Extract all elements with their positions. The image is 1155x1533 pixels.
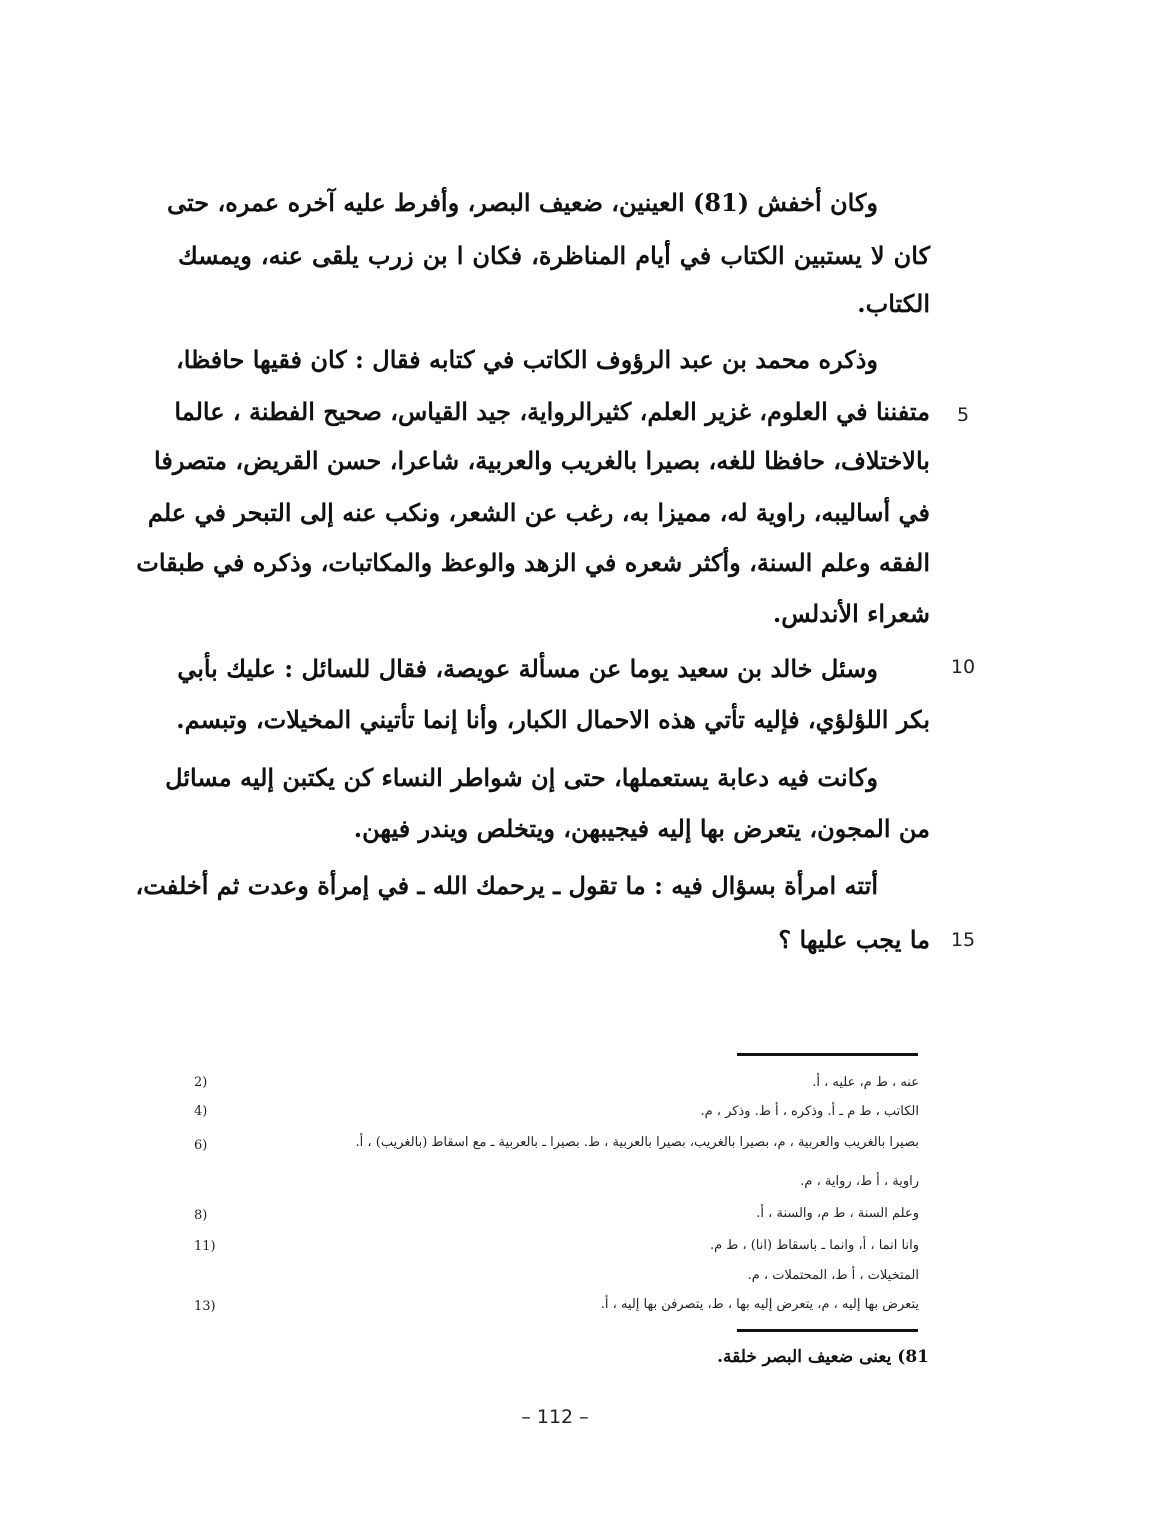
text-line-11: بكر اللؤلؤي، فإليه تأتي هذه الاحمال الكبار، وأنا إنما تأتيني المخيلات، وتبسم.	[176, 705, 930, 734]
apparatus-note-number: 8)	[194, 1208, 208, 1223]
text-line-7: في أساليبه، راوية له، مميزا به، رغب عن الشعر، ونكب عنه إلى التبحر في علم	[147, 498, 930, 527]
apparatus-note-number: 13)	[194, 1299, 216, 1314]
apparatus-note-number: 4)	[194, 1104, 208, 1119]
text-line-3: الكتاب.	[857, 289, 930, 318]
text-line-13: من المجون، يتعرض بها إليه فيجيبهن، ويتخلص ويندر فيهن.	[353, 814, 930, 843]
text-line-9: شعراء الأندلس.	[772, 599, 930, 628]
text-line-2: كان لا يستبين الكتاب في أيام المناظرة، فكان ا بن زرب يلقى عنه، ويمسك	[178, 241, 930, 270]
text-line-1: وكان أخفش (81) العينين، ضعيف البصر، وأفرط عليه آخره عمره، حتى	[167, 188, 878, 217]
text-line-14: أتته امرأة بسؤال فيه : ما تقول ـ يرحمك الله ـ في إمرأة وعدت ثم أخلفت،	[135, 871, 878, 900]
text-line-15: ما يجب عليها ؟	[778, 925, 930, 954]
apparatus-note-4: الكاتب ، ط م ـ أ. وذكره ، أ ط. وذكر ، م.	[700, 1104, 919, 1119]
apparatus-note-number: 6)	[194, 1138, 208, 1153]
text-line-12: وكانت فيه دعابة يستعملها، حتى إن شواطر النساء كن يكتبن إليه مسائل	[165, 763, 878, 792]
line-number-5: 5	[956, 404, 970, 426]
line-number-10: 10	[950, 656, 976, 678]
text-line-6: بالاختلاف، حافظا للغه، بصيرا بالغريب والعربية، شاعرا، حسن القريض، متصرفا	[154, 446, 930, 475]
gloss-rule	[737, 1329, 918, 1332]
apparatus-note-8: وعلم السنة ، ط م، والسنة ، أ.	[756, 1206, 919, 1221]
text-line-8: الفقه وعلم السنة، وأكثر شعره في الزهد والوعظ والمكاتبات، وذكره في طبقات	[136, 548, 930, 577]
apparatus-note-11: وانا انما ، أ، وانما ـ باسقاط (انا) ، ط م.	[709, 1238, 919, 1253]
apparatus-note-2: عنه ، ط م، عليه ، أ.	[812, 1075, 919, 1090]
apparatus-note-11-cont: المتخيلات ، أ ط، المحتملات ، م.	[747, 1268, 919, 1283]
text-line-5: متفننا في العلوم، غزير العلم، كثيرالرواية، جيد القياس، صحيح الفطنة ، عالما	[174, 397, 930, 426]
apparatus-note-number: 11)	[194, 1239, 216, 1254]
text-line-10: وسئل خالد بن سعيد يوما عن مسألة عويصة، فقال للسائل : عليك بأبي	[177, 654, 878, 683]
apparatus-note-6-cont: راوية ، أ ط، رواية ، م.	[800, 1174, 919, 1189]
page-number: – 112 –	[521, 1406, 589, 1428]
apparatus-rule	[737, 1053, 918, 1056]
apparatus-note-13: يتعرض بها إليه ، م، يتعرض إليه بها ، ط، يتصرفن بها إليه ، أ.	[600, 1297, 919, 1312]
text-line-4: وذكره محمد بن عبد الرؤوف الكاتب في كتابه فقال : كان فقيها حافظا،	[176, 345, 878, 374]
apparatus-note-6: بصيرا بالغريب والعربية ، م، بصيرا بالغريب، بصيرا بالعربية ، ط. بصيرا ـ بالعربية ـ مع اسقاط (بالغريب) ، أ.	[355, 1135, 919, 1150]
line-number-15: 15	[950, 929, 976, 951]
apparatus-note-number: 2)	[194, 1075, 208, 1090]
gloss-note-81: 81) يعنى ضعيف البصر خلقة.	[717, 1347, 929, 1367]
